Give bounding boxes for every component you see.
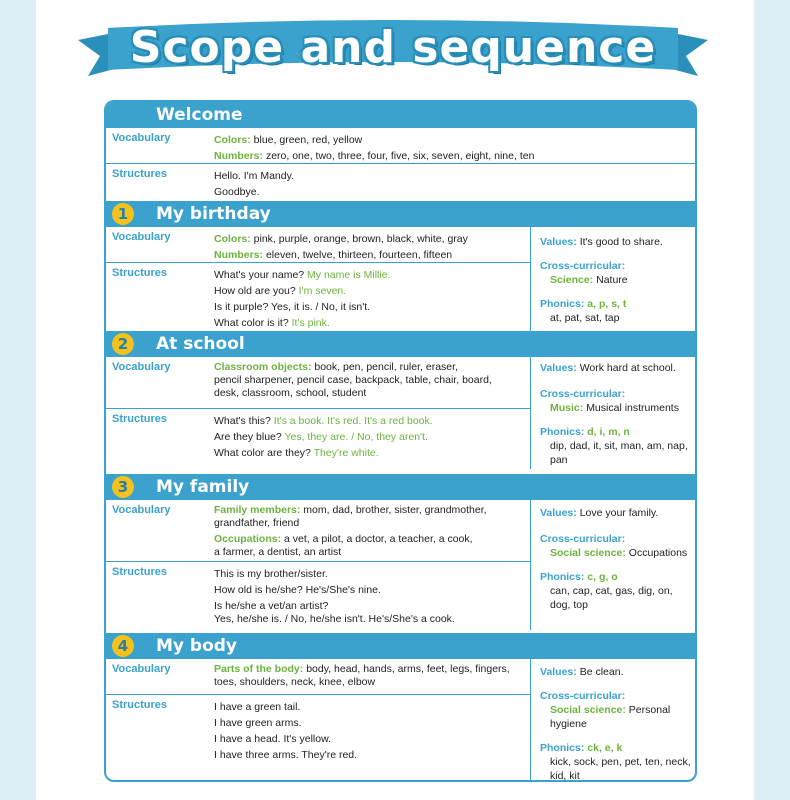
vocab-key: Numbers: (214, 150, 264, 162)
structure-q: Is it purple? Yes, it is. / No, it isn't. (214, 301, 371, 313)
structure-line: Is he/she a vet/an artist? (214, 600, 329, 612)
unit1-structures-row (106, 263, 530, 331)
values-text: Work hard at school. (579, 362, 676, 374)
structure-line: This is my brother/sister. (214, 568, 328, 580)
vocab-key: Parts of the body: (214, 663, 304, 675)
phonics-letters: ck, e, k (587, 742, 623, 754)
unit4-structures-row (106, 695, 530, 780)
phonics-letters: c, g, o (587, 571, 618, 583)
row-body (214, 504, 487, 559)
structure-q: What's your name? (214, 269, 308, 281)
unit1-side-panel (534, 227, 694, 331)
unit3-structures-row (106, 562, 530, 630)
phonics-words: dip, dad, it, sit, man, am, nap, (550, 440, 688, 452)
column-divider (530, 227, 531, 331)
cross-text: Nature (596, 274, 628, 286)
row-body (214, 168, 294, 200)
vocab-text: blue, green, red, yellow (253, 134, 363, 146)
structure-a: Yes, they are. / No, they aren't. (284, 431, 428, 443)
vocab-text: pink, purple, orange, brown, black, white, gray (253, 233, 468, 245)
scope-table (104, 100, 697, 782)
structure-line: I have three arms. They're red. (214, 749, 358, 761)
cross-key: Social science: (550, 547, 626, 559)
phonics-words: pan (550, 454, 568, 466)
structure-a: It's a book. It's red. It's a red book. (273, 415, 433, 427)
row-label: Structures (112, 566, 168, 578)
section-title: My family (156, 477, 250, 497)
row-label: Structures (112, 168, 168, 180)
structure-a: They're white. (313, 447, 379, 459)
row-label: Structures (112, 413, 168, 425)
row-label: Structures (112, 699, 168, 711)
column-divider (530, 659, 531, 780)
cross-label: Cross-curricular: (540, 533, 626, 545)
vocab-text: book, pen, pencil, ruler, eraser, (314, 361, 458, 373)
values-label: Values: (540, 666, 577, 678)
cross-text: hygiene (550, 718, 587, 730)
vocab-text: a vet, a pilot, a doctor, a teacher, a cook, (284, 533, 473, 545)
row-label: Vocabulary (112, 663, 171, 675)
vocab-text: body, head, hands, arms, feet, legs, fingers, (306, 663, 510, 675)
section-unit4-header (106, 633, 695, 659)
cross-key: Music: (550, 402, 584, 414)
row-body (214, 231, 468, 263)
structure-a: My name is Millie. (307, 269, 391, 281)
page-title: Scope and sequence (129, 22, 657, 73)
section-title: My body (156, 636, 238, 656)
structure-q: What color is it? (214, 317, 292, 329)
phonics-letters: a, p, s, t (587, 298, 627, 310)
values-label: Values: (540, 362, 577, 374)
unit-number-badge: 3 (112, 476, 134, 498)
phonics-words: dog, top (550, 599, 588, 611)
welcome-vocabulary-row (106, 128, 695, 164)
cross-label: Cross-curricular: (540, 388, 626, 400)
cross-text: Personal (628, 704, 671, 716)
cross-key: Science: (550, 274, 594, 286)
structure-line: Hello. I'm Mandy. (214, 170, 295, 182)
phonics-words: kick, sock, pen, pet, ten, neck, (550, 756, 691, 768)
vocab-key: Colors: (214, 233, 251, 245)
phonics-label: Phonics: (540, 426, 585, 438)
row-label: Vocabulary (112, 231, 171, 243)
values-label: Values: (540, 236, 577, 248)
unit2-structures-row (106, 409, 530, 469)
unit3-side-panel (534, 500, 694, 630)
structure-a: It's pink. (291, 317, 330, 329)
welcome-structures-row (106, 164, 695, 198)
structure-line: Yes, he/she is. / No, he/she isn't. He's/She's a cook. (214, 613, 455, 625)
structure-line: I have green arms. (214, 717, 302, 729)
structure-q: Are they blue? (214, 431, 285, 443)
row-label: Vocabulary (112, 132, 171, 144)
structure-line: I have a green tail. (214, 701, 301, 713)
section-unit3-header (106, 474, 695, 500)
row-body (214, 699, 357, 763)
title-banner (78, 18, 708, 80)
cross-key: Social science: (550, 704, 626, 716)
row-body (214, 361, 492, 400)
vocab-key: Occupations: (214, 533, 282, 545)
vocab-text: a farmer, a dentist, an artist (214, 546, 342, 558)
cross-label: Cross-curricular: (540, 260, 626, 272)
section-title: My birthday (156, 204, 271, 224)
row-body (214, 267, 390, 331)
unit-number-badge: 4 (112, 635, 134, 657)
unit4-vocabulary-row (106, 659, 530, 695)
unit2-side-panel (534, 357, 694, 469)
vocab-text: eleven, twelve, thirteen, fourteen, fifteen (265, 249, 453, 261)
section-unit1-header (106, 201, 695, 227)
vocab-text: zero, one, two, three, four, five, six, seven, eight, nine, ten (265, 150, 535, 162)
phonics-words: can, cap, cat, gas, dig, on, (550, 585, 673, 597)
structure-line: I have a head. It's yellow. (214, 733, 331, 745)
row-body (214, 566, 455, 627)
section-welcome-header (106, 102, 695, 128)
structure-q: What color are they? (214, 447, 314, 459)
cross-text: Occupations (628, 547, 688, 559)
row-label: Vocabulary (112, 504, 171, 516)
unit2-vocabulary-row (106, 357, 530, 409)
vocab-key: Classroom objects: (214, 361, 312, 373)
row-label: Vocabulary (112, 361, 171, 373)
vocab-text: toes, shoulders, neck, knee, elbow (214, 676, 376, 688)
vocab-key: Family members: (214, 504, 301, 516)
structure-line: Goodbye. (214, 186, 260, 198)
vocab-text: mom, dad, brother, sister, grandmother, (303, 504, 487, 516)
phonics-label: Phonics: (540, 571, 585, 583)
vocab-text: pencil sharpener, pencil case, backpack, table, chair, board, (214, 374, 492, 386)
unit4-side-panel (534, 659, 694, 780)
row-body (214, 132, 534, 164)
phonics-words: kid, kit (550, 770, 580, 782)
values-text: Be clean. (579, 666, 624, 678)
section-title: At school (156, 334, 245, 354)
values-text: Love your family. (579, 507, 659, 519)
phonics-label: Phonics: (540, 742, 585, 754)
phonics-words: at, pat, sat, tap (550, 312, 620, 324)
vocab-key: Numbers: (214, 249, 264, 261)
section-title: Welcome (156, 105, 243, 125)
unit-number-badge: 1 (112, 203, 134, 225)
vocab-key: Colors: (214, 134, 251, 146)
cross-label: Cross-curricular: (540, 690, 626, 702)
section-unit2-header (106, 331, 695, 357)
phonics-letters: d, i, m, n (587, 426, 630, 438)
cross-text: Musical instruments (586, 402, 679, 414)
unit3-vocabulary-row (106, 500, 530, 562)
values-text: It's good to share. (579, 236, 663, 248)
structure-q: What's this? (214, 415, 274, 427)
column-divider (530, 357, 531, 469)
values-label: Values: (540, 507, 577, 519)
vocab-text: grandfather, friend (214, 517, 300, 529)
unit1-vocabulary-row (106, 227, 530, 263)
vocab-text: desk, classroom, school, student (214, 387, 367, 399)
row-body (214, 663, 510, 689)
structure-line: How old is he/she? He's/She's nine. (214, 584, 381, 596)
row-label: Structures (112, 267, 168, 279)
phonics-label: Phonics: (540, 298, 585, 310)
column-divider (530, 500, 531, 630)
structure-a: I'm seven. (298, 285, 347, 297)
structure-q: How old are you? (214, 285, 299, 297)
row-body (214, 413, 433, 461)
unit-number-badge: 2 (112, 333, 134, 355)
